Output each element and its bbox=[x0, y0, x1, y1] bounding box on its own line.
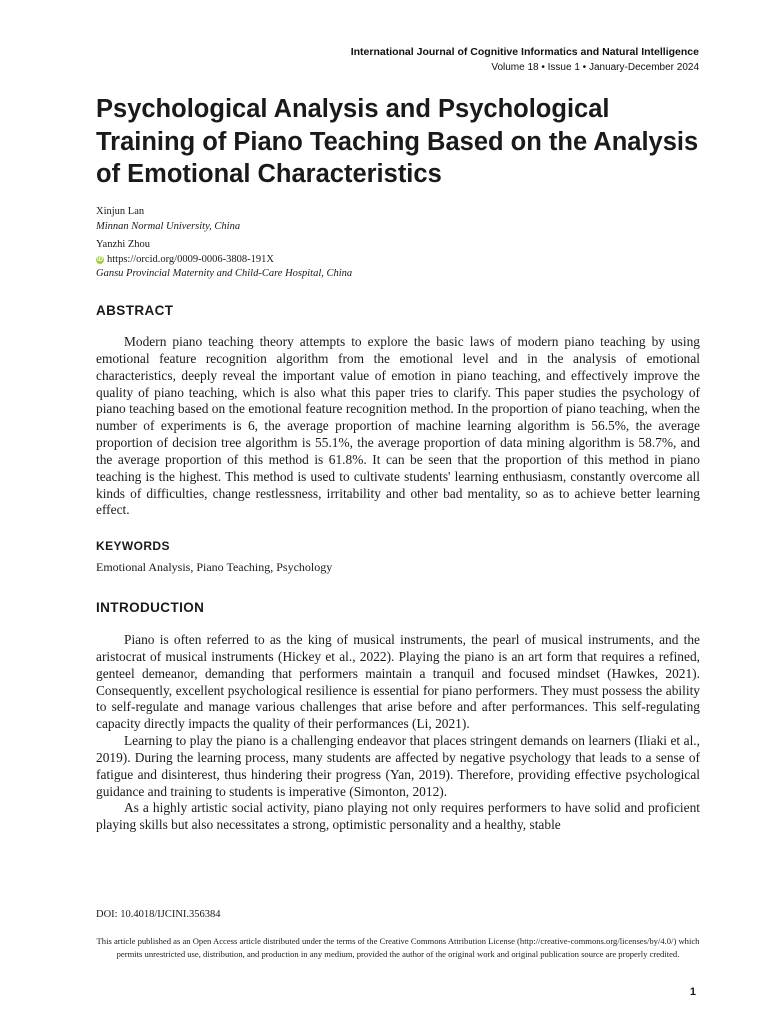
author-name: Xinjun Lan bbox=[96, 206, 145, 217]
keywords-list: Emotional Analysis, Piano Teaching, Psychology bbox=[96, 560, 333, 574]
author-name: Yanzhi Zhou bbox=[96, 239, 151, 250]
paper-title: Psychological Analysis and Psychological Training of Piano Teaching Based on the Analysis of Emotional Characteristics bbox=[96, 95, 699, 188]
keywords-body bbox=[96, 559, 700, 575]
journal-header bbox=[351, 44, 699, 75]
author-1 bbox=[96, 205, 352, 234]
intro-paragraph-3: As a highly artistic social activity, piano playing not only requires performers to have solid and proficient playing skills but also necessitates a strong, optimistic personality and a healthy, stable bbox=[96, 800, 700, 833]
author-affiliation: Minnan Normal University, China bbox=[96, 220, 241, 232]
page-number: 1 bbox=[689, 986, 696, 998]
abstract-heading: ABSTRACT bbox=[96, 303, 174, 318]
intro-paragraph-1: Piano is often referred to as the king of musical instruments, the pearl of musical instruments, and the aristocrat of musical instruments (Hickey et al., 2022). Playing the piano is an art form that requires a refined, genteel demeanor, demanding that performers maintain a tranquil and focused mindset (Hawkes, 2021). Consequently, excellent psychological resilience is essential for piano performers. They must possess the ability to self-regulate and manage various challenges that arise before and after performances. This self-regulating capacity directly impacts the quality of their performances (Li, 2021). bbox=[96, 632, 700, 732]
orcid-line bbox=[96, 253, 352, 268]
volume-issue: Volume 18 • Issue 1 • January-December 2024 bbox=[491, 62, 699, 73]
intro-paragraph-2: Learning to play the piano is a challenging endeavor that places stringent demands on learners (Iliaki et al., 2019). During the learning process, many students are affected by negative psychology that leads to a sense of fatigue and disinterest, thus hindering their progress (Yan, 2019). Therefore, providing effective psychological guidance and training to students is imperative (Simonton, 2012). bbox=[96, 733, 700, 799]
introduction-body bbox=[96, 632, 700, 834]
introduction-heading: INTRODUCTION bbox=[96, 600, 205, 615]
author-list bbox=[96, 205, 352, 286]
author-2 bbox=[96, 238, 352, 282]
abstract-body bbox=[96, 334, 700, 519]
journal-name: International Journal of Cognitive Informatics and Natural Intelligence bbox=[350, 46, 699, 58]
license-notice: This article published as an Open Access article distributed under the terms of the Creative Commons Attribution License (http://creative-commons.org/licenses/by/4.0/) which permits unrestricted use, distribution, and production in any medium, provided the author of the original work and original publication source are properly credited. bbox=[96, 936, 700, 959]
orcid-icon: iD bbox=[97, 256, 103, 263]
orcid-link[interactable]: https://orcid.org/0009-0006-3808-191X bbox=[107, 253, 274, 265]
doi[interactable]: DOI: 10.4018/IJCINI.356384 bbox=[96, 909, 221, 920]
keywords-heading: KEYWORDS bbox=[96, 539, 170, 553]
author-affiliation: Gansu Provincial Maternity and Child-Care Hospital, China bbox=[96, 268, 353, 279]
abstract-paragraph: Modern piano teaching theory attempts to explore the basic laws of modern piano teaching by using emotional feature recognition algorithm from the emotional level and in the analysis of emotional characteristics, deeply reveal the important value of emotion in piano teaching, and effectively improve the quality of piano teaching, which is also what this paper tries to clarify. This paper studies the psychology of piano teaching based on the emotional feature recognition method. In the proportion of piano teaching, when the number of experiments is 6, the average proportion of machine learning algorithm is 56.5%, the average proportion of decision tree algorithm is 55.1%, the average proportion of data mining algorithm is 58.7%, and the average proportion of this method is 61.8%. It can be seen that the proportion of this method in piano teaching is the highest. This method is used to cultivate students' learning enthusiasm, constantly overcome all kinds of difficulties, change restlessness, irritability and other bad mentality, so as to achieve better learning effect. bbox=[96, 334, 700, 518]
